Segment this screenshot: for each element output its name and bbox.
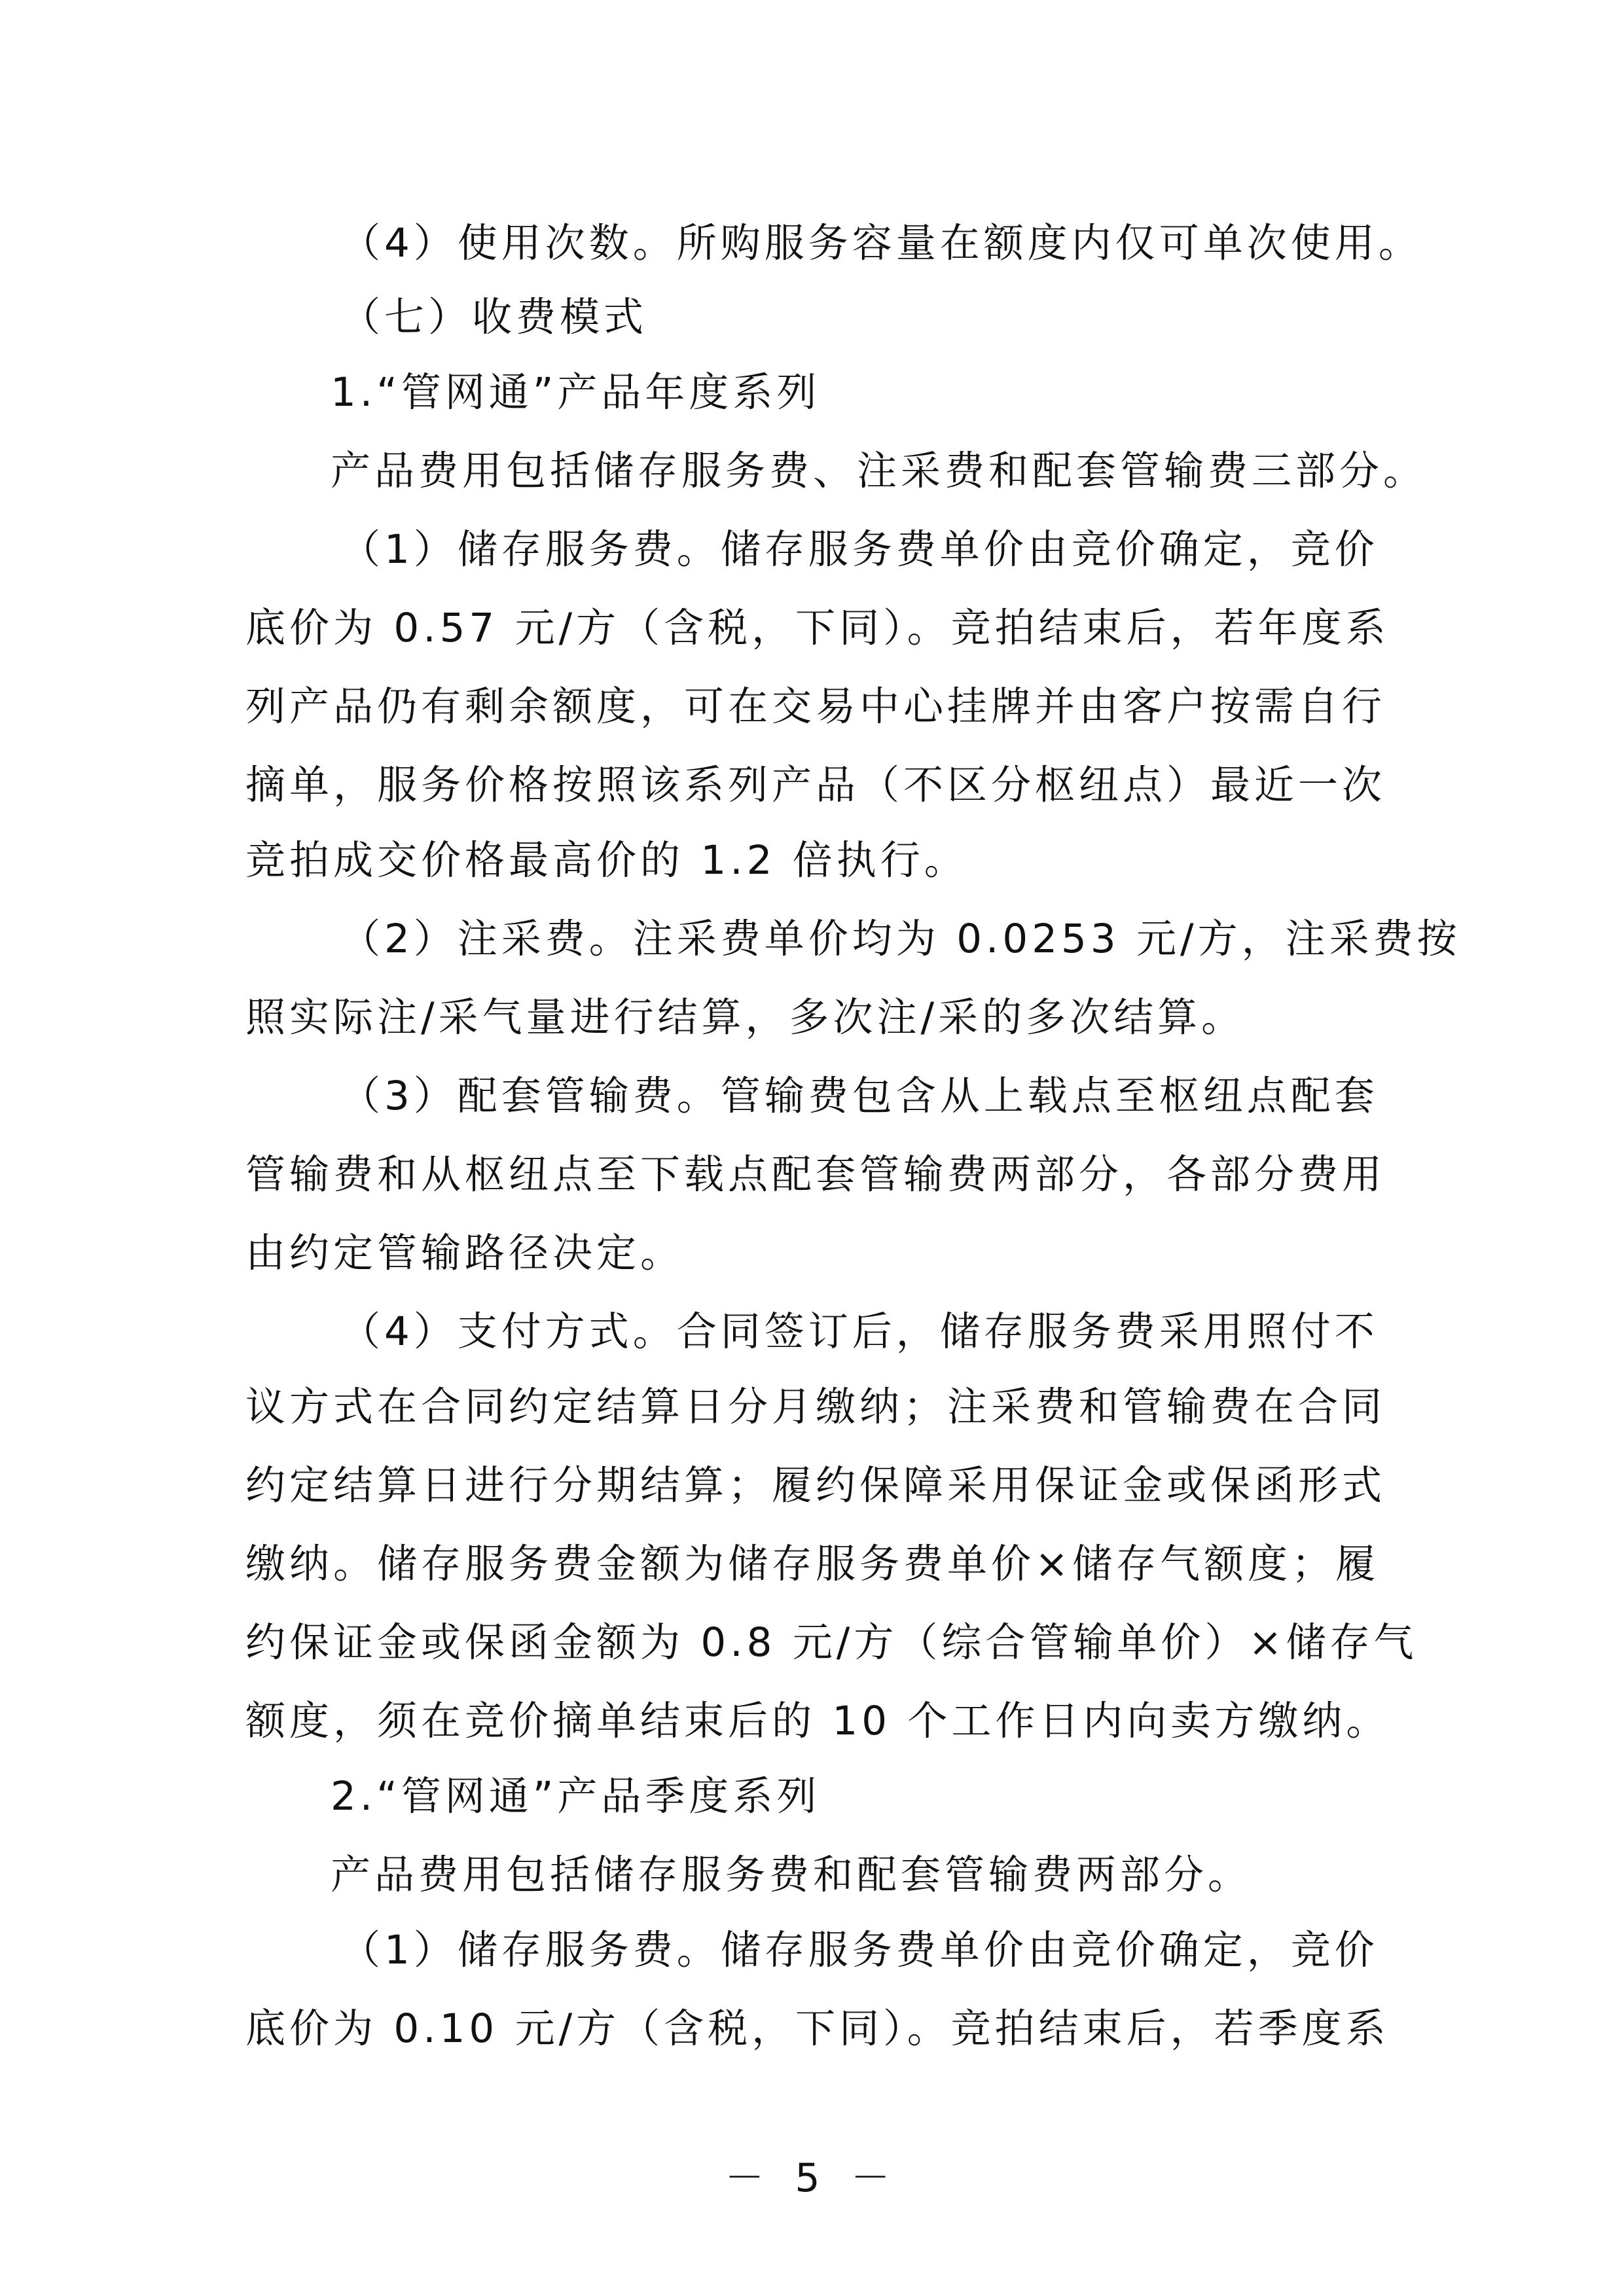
paragraph-line: 照实际注/采气量进行结算，多次注/采的多次结算。: [245, 994, 1246, 1041]
paragraph-line: 竞拍成交价格最高价的 1.2 倍执行。: [245, 837, 968, 884]
page-number: － 5 －: [725, 2155, 899, 2201]
paragraph-line: 产品费用包括储存服务费和配套管输费两部分。: [331, 1852, 1252, 1898]
paragraph-line: 约保证金或保函金额为 0.8 元/方（综合管输单价）×储存气: [245, 1619, 1418, 1666]
paragraph-line: 底价为 0.10 元/方（含税，下同）。竞拍结束后，若季度系: [245, 2005, 1390, 2052]
paragraph-line: 产品费用包括储存服务费、注采费和配套管输费三部分。: [331, 448, 1428, 494]
paragraph-line: （3）配套管输费。管输费包含从上载点至枢纽点配套: [340, 1073, 1379, 1119]
paragraph-line: 约定结算日进行分期结算；履约保障采用保证金或保函形式: [245, 1462, 1386, 1509]
paragraph-line: 由约定管输路径决定。: [245, 1230, 685, 1276]
paragraph-line: 额度，须在竞价摘单结束后的 10 个工作日内向卖方缴纳。: [245, 1698, 1390, 1744]
paragraph-line: 缴纳。储存服务费金额为储存服务费单价×储存气额度；履: [245, 1541, 1380, 1587]
paragraph-line: （4）支付方式。合同签订后，储存服务费采用照付不: [340, 1308, 1379, 1355]
paragraph-line: （1）储存服务费。储存服务费单价由竞价确定，竞价: [340, 526, 1379, 573]
paragraph-line: 管输费和从枢纽点至下载点配套管输费两部分，各部分费用: [245, 1151, 1386, 1198]
subsection-heading: 2.“管网通”产品季度系列: [331, 1773, 821, 1820]
paragraph-line: 列产品仍有剩余额度，可在交易中心挂牌并由客户按需自行: [245, 683, 1386, 730]
section-heading: （七）收费模式: [340, 294, 648, 340]
paragraph-line: 摘单，服务价格按照该系列产品（不区分枢纽点）最近一次: [245, 762, 1386, 808]
paragraph-line: （2）注采费。注采费单价均为 0.0253 元/方，注采费按: [340, 916, 1461, 962]
subsection-heading: 1.“管网通”产品年度系列: [331, 369, 821, 416]
paragraph-line: 底价为 0.57 元/方（含税，下同）。竞拍结束后，若年度系: [245, 605, 1390, 651]
paragraph-line: 议方式在合同约定结算日分月缴纳；注采费和管输费在合同: [245, 1384, 1386, 1430]
paragraph-line: （1）储存服务费。储存服务费单价由竞价确定，竞价: [340, 1927, 1379, 1973]
paragraph-line: （4）使用次数。所购服务容量在额度内仅可单次使用。: [340, 220, 1422, 266]
